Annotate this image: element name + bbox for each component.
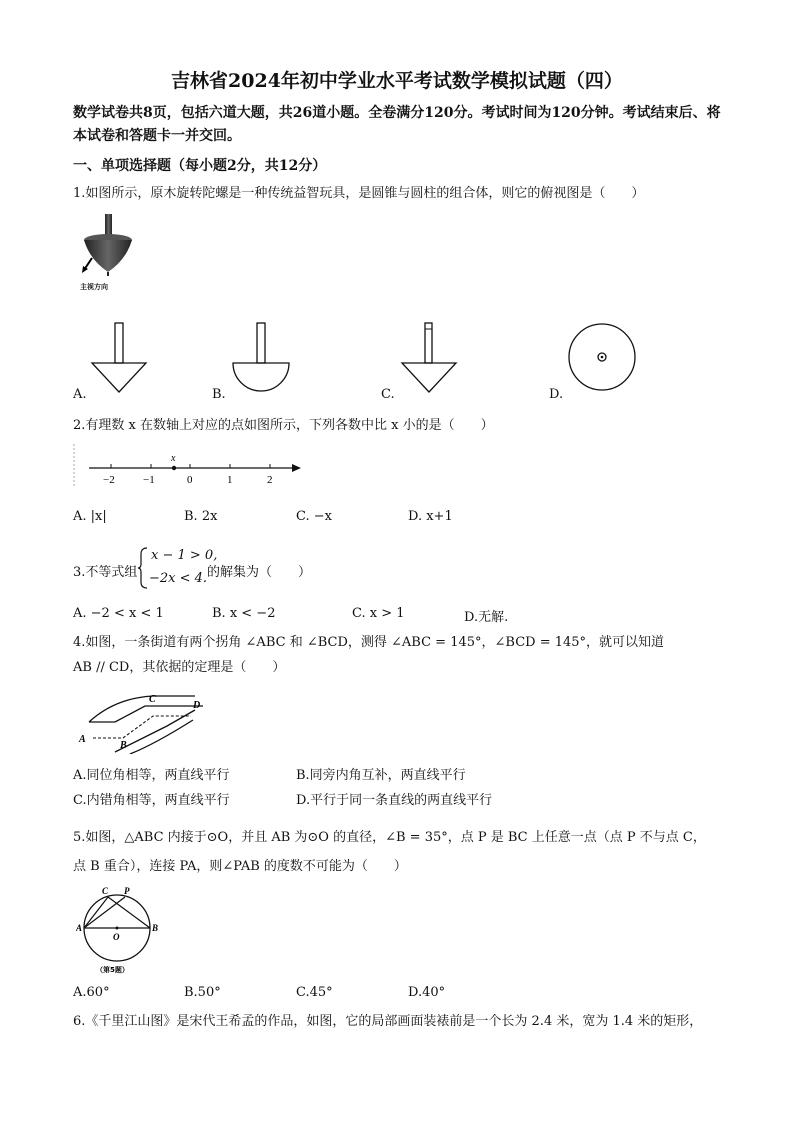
point-x-label: x [171, 453, 176, 464]
number-line-figure [73, 442, 303, 490]
question-2-stem: 2.有理数 x 在数轴上对应的点如图所示，下列各数中比 x 小的是（ ） [73, 418, 494, 433]
q1-option-c-label: C. [381, 387, 395, 402]
point-d-label: D [193, 700, 201, 711]
q3-option-d: D.无解. [464, 610, 509, 625]
question-4-stem-line1: 4.如图，一条街道有两个拐角 ∠ABC 和 ∠BCD，测得 ∠ABC = 145°，∠BCD = 145°，就可以知道 [73, 635, 665, 650]
q2-option-c: C. −x [296, 509, 332, 524]
question-6-stem: 6.《千里江山图》是宋代王希孟的作品，如图，它的局部画面装裱前是一个长为 2.4 米，宽为 1.4 米的矩形， [73, 1014, 703, 1029]
q2-option-b: B. 2x [184, 509, 218, 524]
tick-label: 0 [187, 474, 193, 486]
view-direction-caption: 主视方向 [80, 282, 108, 291]
tick-label: 1 [227, 474, 233, 486]
option-a-figure [90, 320, 150, 396]
q5-option-a: A.60° [73, 985, 110, 1000]
inequality-line-2: −2x < 4. [149, 571, 208, 586]
q4-option-c: C.内错角相等，两直线平行 [73, 793, 230, 808]
q5-option-c: C.45° [296, 985, 333, 1000]
question-5-stem-line2: 点 B 重合），连接 PA，则∠PAB 的度数不可能为（ ） [73, 859, 407, 874]
point-p-label: P [124, 886, 130, 896]
question-3-suffix: 的解集为（ ） [207, 565, 312, 580]
question-4-stem-line2: AB // CD，其依据的定理是（ ） [73, 660, 286, 675]
inscribed-triangle-figure [76, 884, 160, 974]
option-d-figure [566, 321, 638, 393]
inequality-line-1: x − 1 > 0, [151, 548, 218, 563]
point-c-label: C [102, 886, 109, 896]
q4-option-d: D.平行于同一条直线的两直线平行 [296, 793, 493, 808]
option-c-figure [400, 320, 460, 396]
q4-option-a: A.同位角相等，两直线平行 [73, 768, 230, 783]
q1-option-d-label: D. [549, 387, 564, 402]
street-corner-figure [75, 686, 215, 754]
tick-label: −1 [143, 474, 155, 486]
point-a-label: A [79, 734, 86, 745]
q2-option-a: A. |x| [73, 509, 107, 524]
tick-label: −2 [103, 474, 115, 486]
q2-option-d: D. x+1 [408, 509, 453, 524]
q5-option-b: B.50° [184, 985, 221, 1000]
system-brace [137, 546, 149, 590]
question-1-stem: 1.如图所示，原木旋转陀螺是一种传统益智玩具，是圆锥与圆柱的组合体，则它的俯视图是（ ） [73, 186, 645, 201]
q5-option-d: D.40° [408, 985, 446, 1000]
q3-option-c: C. x > 1 [352, 606, 405, 621]
exam-instructions: 数学试卷共8页，包括六道大题，共26道小题。全卷满分120分。考试时间为120分钟。考试结束后、将本试卷和答题卡一并交回。 [73, 105, 721, 144]
point-b-label: B [152, 923, 159, 933]
tick-label: 2 [267, 474, 273, 486]
point-a-label: A [76, 923, 83, 933]
point-o-label: O [113, 932, 120, 942]
question-5-stem-line1: 5.如图，△ABC 内接于⊙O，并且 AB 为⊙O 的直径，∠B = 35°，点 P 是 BC 上任意一点（点 P 不与点 C， [73, 830, 706, 845]
q3-option-b: B. x < −2 [212, 606, 276, 621]
q1-option-b-label: B. [212, 387, 226, 402]
point-c-label: C [149, 694, 156, 705]
question-3-prefix: 3.不等式组 [73, 565, 138, 580]
spinning-top-photo [80, 212, 140, 292]
q3-option-a: A. −2 < x < 1 [73, 606, 164, 621]
q1-option-a-label: A. [73, 387, 87, 402]
section-heading: 一、单项选择题（每小题2分，共12分） [73, 158, 327, 174]
page-title: 吉林省2024年初中学业水平考试数学模拟试题（四） [171, 70, 623, 92]
figure-caption: （第5题） [96, 966, 129, 974]
option-b-figure [230, 320, 294, 396]
point-b-label: B [120, 740, 127, 751]
q4-option-b: B.同旁内角互补，两直线平行 [296, 768, 466, 783]
